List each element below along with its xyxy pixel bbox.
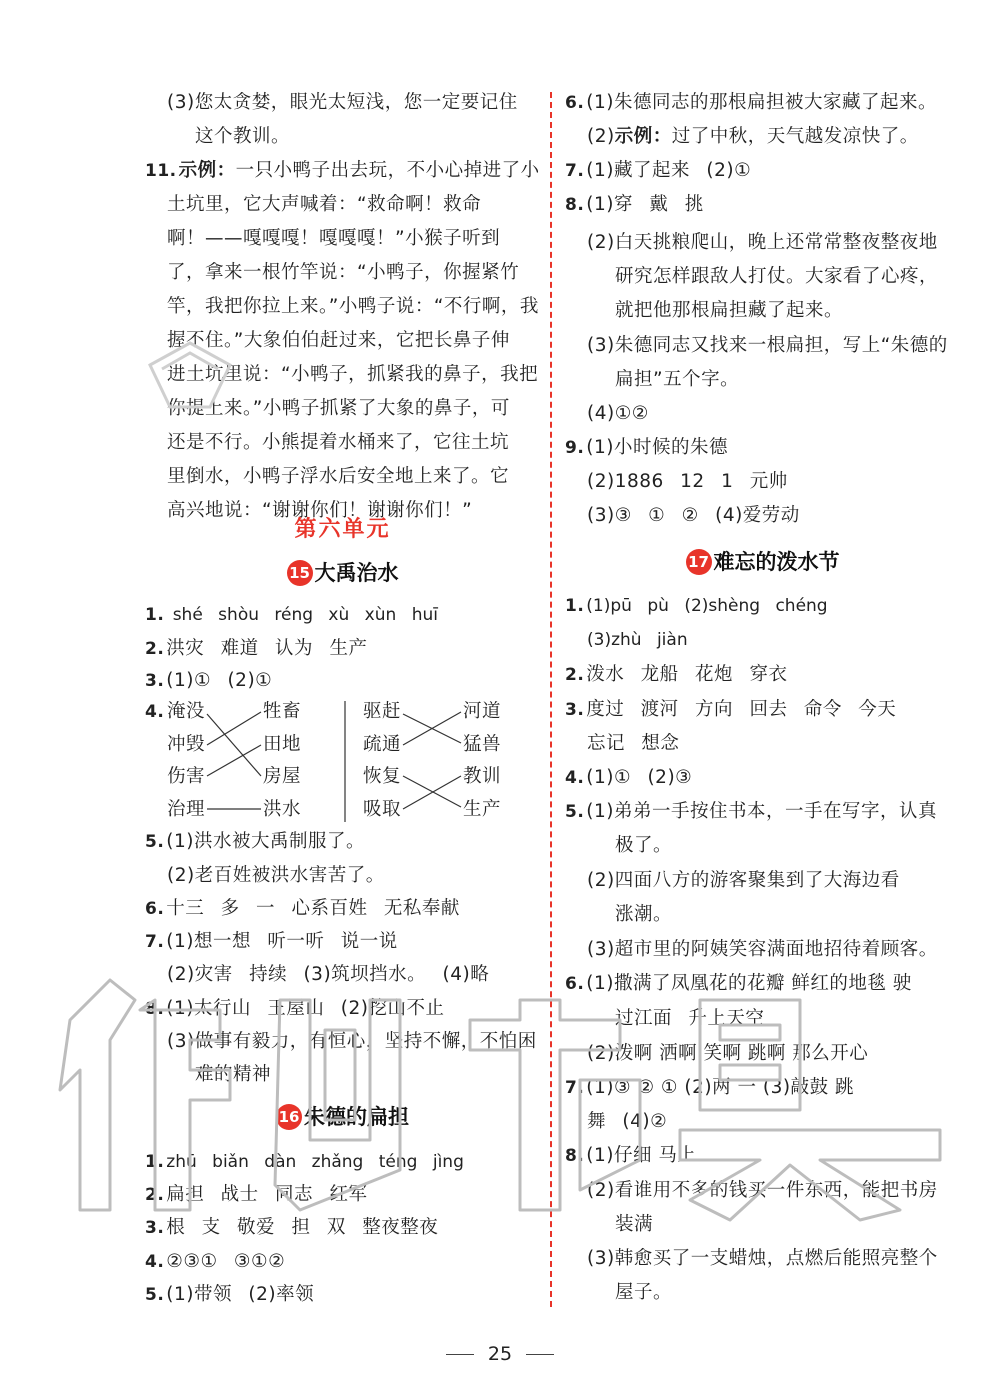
- answer-line: (2)泼啊 洒啊 笑啊 跳啊 那么开心: [587, 1043, 869, 1064]
- answer-text: 泼水 龙船 花炮 穿衣: [586, 664, 788, 685]
- answer-text: (1)弟弟一手按住书本，一手在写字，认真: [586, 801, 938, 822]
- question-number: 5.: [565, 802, 585, 822]
- question-6: [565, 88, 937, 118]
- question-number: 1.: [145, 605, 165, 625]
- column-divider: [550, 92, 552, 1307]
- answer-line: 握不住。”大象伯伯赶过来，它把长鼻子伸: [167, 330, 510, 351]
- match-word: 牲畜: [263, 701, 302, 722]
- question-number: 11.: [145, 161, 177, 181]
- lesson-title-text: 难忘的泼水节: [713, 550, 840, 574]
- answer-text: (1)撒满了凤凰花的花瓣 鲜红的地毯 驶: [586, 973, 912, 994]
- answer-text: (1)① (2)①: [166, 670, 273, 691]
- question-6: [145, 894, 460, 924]
- answer-line: 研究怎样跟敌人打仗。大家看了心疼，: [615, 266, 939, 287]
- example-label: 示例：: [614, 126, 672, 147]
- question-4: [565, 763, 692, 793]
- answer-text: 一只小鸭子出去玩，不小心掉进了小: [235, 160, 540, 181]
- answer-line: (3)超市里的阿姨笑容满面地招待着顾客。: [587, 939, 938, 960]
- answer-line: 扁担”五个字。: [615, 369, 740, 390]
- answer-text: (1)③ ② ① (2)两 一 (3)敲鼓 跳: [586, 1077, 854, 1098]
- answer-text: (1)太行山 王屋山 (2)挖山不止: [166, 998, 445, 1019]
- match-word: 生产: [463, 799, 502, 820]
- page-number: [0, 1343, 1000, 1365]
- match-word: 疏通: [363, 734, 402, 755]
- answer-line: 忘记 想念: [587, 733, 680, 754]
- question-7: [565, 156, 751, 186]
- match-word: 吸取: [363, 799, 402, 820]
- question-number: 2.: [565, 665, 585, 685]
- answer-line: 难的精神: [195, 1064, 272, 1085]
- question-8: [145, 994, 444, 1024]
- pinyin-answer: shé shòu réng xù xùn huī: [172, 605, 438, 625]
- question-11: [145, 156, 540, 186]
- answer-line: 土坑里，它大声喊着：“救命啊！救命: [167, 194, 482, 215]
- answer-text: (1)仔细 马上: [586, 1145, 697, 1166]
- lesson-number-badge: 15: [287, 560, 313, 586]
- answer-line: 里倒水，小鸭子浮水后安全地上来了。它: [167, 466, 510, 487]
- match-word: 猛兽: [463, 734, 502, 755]
- match-word: 淹没: [167, 701, 206, 722]
- question-number: 6.: [565, 93, 585, 113]
- answer-line: 涨潮。: [615, 904, 673, 925]
- question-8: [565, 1141, 696, 1171]
- answer-line: 屋子。: [615, 1282, 673, 1303]
- question-number: 5.: [145, 1285, 165, 1305]
- match-word: 房屋: [263, 766, 302, 787]
- pinyin-answer: zhū biǎn dàn zhǎng téng jìng: [166, 1152, 464, 1172]
- match-line: [207, 745, 261, 776]
- match-word: 教训: [463, 766, 502, 787]
- question-1: [145, 1147, 464, 1177]
- question-3: [145, 666, 272, 696]
- question-3: [565, 695, 896, 725]
- pinyin-answer: (3)zhù jiàn: [587, 630, 688, 650]
- answer-text: 扁担 战士 同志 红军: [166, 1184, 368, 1205]
- answer-line: (2)四面八方的游客聚集到了大海边看: [587, 870, 900, 891]
- question-number: 1.: [565, 596, 585, 616]
- answer-line: 你提上来。”小鸭子抓紧了大象的鼻子，可: [167, 398, 510, 419]
- match-line: [207, 714, 261, 776]
- match-word: 治理: [167, 799, 206, 820]
- match-word: 恢复: [363, 766, 402, 787]
- lesson-title: [565, 547, 960, 577]
- question-number: 8.: [565, 195, 585, 215]
- question-1: [565, 591, 828, 621]
- answer-line: (3)韩愈买了一支蜡烛，点燃后能照亮整个: [587, 1248, 938, 1269]
- answer-line: 高兴地说：“谢谢你们！谢谢你们！”: [167, 500, 473, 521]
- answer-line: 装满: [615, 1214, 654, 1235]
- question-number: 7.: [565, 1078, 585, 1098]
- answer-text: (1)朱德同志的那根扁担被大家藏了起来。: [586, 92, 938, 113]
- lesson-title: [145, 1102, 540, 1132]
- question-number: 2.: [145, 1185, 165, 1205]
- match-word: 驱赶: [363, 701, 402, 722]
- question-number: 8.: [145, 999, 165, 1019]
- question-2: [145, 634, 367, 664]
- question-number: 3.: [565, 700, 585, 720]
- answer-line: 就把他那根扁担藏了起来。: [615, 300, 844, 321]
- question-2: [565, 660, 787, 690]
- question-number: 4.: [145, 702, 165, 722]
- question-number: 9.: [565, 438, 585, 458]
- answer-text: (1)小时候的朱德: [586, 437, 729, 458]
- lesson-number-badge: 16: [276, 1104, 302, 1130]
- answer-line: (2)灾害 持续 (3)筑坝挡水。 (4)略: [167, 964, 490, 985]
- question-7: [565, 1073, 854, 1103]
- question-number: 8.: [565, 1146, 585, 1166]
- match-word: 洪水: [263, 799, 302, 820]
- answer-text: (1)想一想 听一听 说一说: [166, 931, 398, 952]
- question-5: [145, 1280, 314, 1310]
- question-number: 4.: [145, 1252, 165, 1272]
- page-number-text: 25: [487, 1343, 513, 1365]
- question-5: [145, 827, 365, 857]
- match-word: 伤害: [167, 766, 206, 787]
- question-9: [565, 433, 728, 463]
- answer-text: (1)带领 (2)率领: [166, 1284, 315, 1305]
- lesson-title-text: 朱德的扁担: [304, 1105, 409, 1129]
- question-number: 1.: [145, 1152, 165, 1172]
- answer-text: 十三 多 一 心系百姓 无私奉献: [166, 898, 460, 919]
- match-word: 田地: [263, 734, 302, 755]
- answer-line: 了，拿来一根竹竿说：“小鸭子，你握紧竹: [167, 262, 520, 283]
- question-number: 4.: [565, 768, 585, 788]
- unit-title: 第六单元: [294, 517, 391, 542]
- lesson-title-text: 大禹治水: [314, 561, 399, 585]
- answer-line: (3)您太贪婪，眼光太短浅，您一定要记住: [167, 92, 518, 113]
- match-word: 河道: [463, 701, 502, 722]
- question-number: 6.: [565, 974, 585, 994]
- page-number-dash: [446, 1354, 474, 1355]
- answer-line: (2)示例：过了中秋，天气越发凉快了。: [587, 126, 919, 147]
- example-label: 示例：: [178, 160, 236, 181]
- answer-line: (3)朱德同志又找来一根扁担，写上“朱德的: [587, 335, 948, 356]
- pinyin-answer: (1)pū pù (2)shèng chéng: [586, 596, 828, 616]
- answer-line: 竿，我把你拉上来。”小鸭子说：“不行啊，我: [167, 296, 539, 317]
- match-line: [207, 712, 261, 745]
- answer-text: 度过 渡河 方向 回去 命令 今天: [586, 699, 897, 720]
- question-6: [565, 969, 912, 999]
- lesson-title: [145, 558, 540, 588]
- question-4: [145, 1247, 285, 1277]
- answer-text: 洪灾 难道 认为 生产: [166, 638, 368, 659]
- answer-line: (2)老百姓被洪水害苦了。: [167, 865, 385, 886]
- lesson-number-badge: 17: [686, 549, 712, 575]
- answer-line: 舞 (4)②: [587, 1111, 668, 1132]
- match-line: [403, 712, 461, 745]
- answer-line: 极了。: [615, 835, 673, 856]
- answer-line: 过江面 升上天空: [615, 1008, 765, 1029]
- question-number: 7.: [565, 161, 585, 181]
- answer-line: (2)白天挑粮爬山，晚上还常常整夜整夜地: [587, 232, 938, 253]
- answer-text: ②③① ③①②: [166, 1251, 286, 1272]
- question-1: [145, 600, 438, 630]
- answer-text: 根 支 敬爱 担 双 整夜整夜: [166, 1217, 439, 1238]
- question-number: 6.: [145, 899, 165, 919]
- answer-line: (2)1886 12 1 元帅: [587, 471, 788, 492]
- question-number: 3.: [145, 1218, 165, 1238]
- answer-text: (1)① (2)③: [586, 767, 693, 788]
- answer-line: 这个教训。: [195, 126, 291, 147]
- answer-line: (2)看谁用不多的钱买一件东西，能把书房: [587, 1180, 938, 1201]
- answer-line: 还是不行。小熊提着水桶来了，它往土坑: [167, 432, 510, 453]
- question-3: [145, 1213, 438, 1243]
- match-word: 冲毁: [167, 734, 206, 755]
- page-number-dash: [526, 1354, 554, 1355]
- answer-line: 啊！——嘎嘎嘎！嘎嘎嘎！”小猴子听到: [167, 228, 501, 249]
- question-number: 3.: [145, 671, 165, 691]
- matching-lines: [145, 697, 540, 827]
- answer-line: (3)③ ① ② (4)爱劳动: [587, 505, 800, 526]
- answer-text: (1)洪水被大禹制服了。: [166, 831, 366, 852]
- answer-line: (3)做事有毅力，有恒心，坚持不懈，不怕困: [167, 1031, 537, 1052]
- question-7: [145, 927, 398, 957]
- answer-text: (1)藏了起来 (2)①: [586, 160, 752, 181]
- answer-line: (4)①②: [587, 403, 649, 424]
- question-2: [145, 1180, 367, 1210]
- question-number: 2.: [145, 639, 165, 659]
- question-number: 5.: [145, 832, 165, 852]
- question-5: [565, 797, 937, 827]
- question-number: 7.: [145, 932, 165, 952]
- question-8: [565, 190, 704, 220]
- answer-text: (1)穿 戴 挑: [586, 194, 704, 215]
- answer-line: 进土坑里说：“小鸭子，抓紧我的鼻子，我把: [167, 364, 539, 385]
- answer-text: 过了中秋，天气越发凉快了。: [671, 126, 919, 147]
